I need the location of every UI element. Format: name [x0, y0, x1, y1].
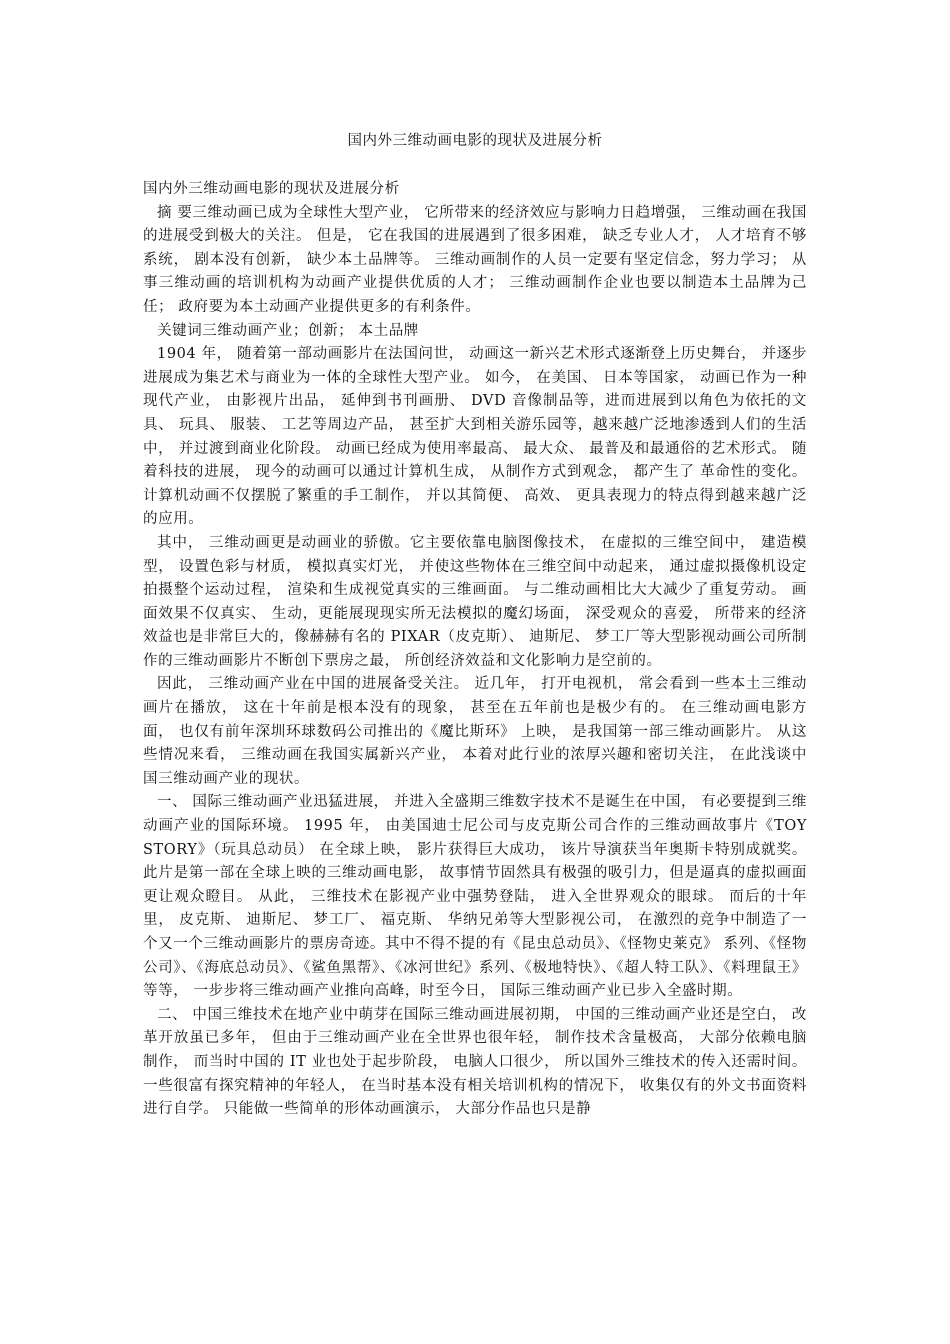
section-one-paragraph: 一、 国际三维动画产业迅猛进展， 并进入全盛期三维数字技术不是诞生在中国， 有必要提到三维动画产业的国际环境。 1995 年， 由美国迪士尼公司与皮克斯公司合作的三维动画故事片《TOY STORY》（玩具总动员） 在全球上映， 影片获得巨大成功， 该片导演获当年奥斯卡特别成就奖。 此片是第一部在全球上映的三维动画电影， 故事情节固然具有极强的吸引力，但是逼真的虚拟画面更让观众瞪目。 从此， 三维技术在影视产业中强势登陆， 进入全世界观众的眼球。 而后的十年里， 皮克斯、 迪斯尼、 梦工厂、 福克斯、 华纳兄弟等大型影视公司， 在激烈的竞争中制造了一个又一个三维动画影片的票房奇迹。其中不得不提的有《昆虫总动员》、《怪物史莱克》 系列、《怪物公司》、《海底总动员》、《鲨鱼黑帮》、《冰河世纪》系列、《极地特快》、《超人特工队》、《料理鼠王》 等等， 一步步将三维动画产业推向高峰，时至今日， 国际三维动画产业已步入全盛时期。	[143, 794, 807, 1000]
section-two-paragraph: 二、 中国三维技术在地产业中萌芽在国际三维动画进展初期， 中国的三维动画产业还是空白， 改革开放虽已多年， 但由于三维动画产业在全世界也很年轻， 制作技术含量极高， 大部分依赖电脑制作， 而当时中国的 IT 业也处于起步阶段， 电脑人口很少， 所以国外三维技术的传入还需时间。 一些很富有探究精神的年轻人， 在当时基本没有相关培训机构的情况下， 收集仅有的外文书面资料进行自学。 只能做一些简单的形体动画演示， 大部分作品也只是静	[143, 1006, 807, 1118]
keywords-paragraph: 关键词三维动画产业；创新； 本土品牌	[157, 322, 419, 339]
document-body	[143, 178, 807, 1122]
body-paragraph: 其中， 三维动画更是动画业的骄傲。它主要依靠电脑图像技术， 在虚拟的三维空间中， 建造模型， 设置色彩与材质， 模拟真实灯光， 并使这些物体在三维空间中动起来， 通过虚拟摄像机设定拍摄整个运动过程， 渲染和生成视觉真实的三维画面。 与二维动画相比大大减少了重复劳动。 画面效果不仅真实、 生动，更能展现现实所无法模拟的魔幻场面， 深受观众的喜爱， 所带来的经济效益也是非常巨大的，像赫赫有名的 PIXAR（皮克斯）、 迪斯尼、 梦工厂等大型影视动画公司所制作的三维动画影片不断创下票房之最， 所创经济效益和文化影响力是空前的。	[143, 534, 807, 669]
body-heading: 国内外三维动画电影的现状及进展分析	[143, 181, 400, 197]
body-paragraph: 因此， 三维动画产业在中国的进展备受关注。 近几年， 打开电视机， 常会看到一些本土三维动画片在播放， 这在十年前是根本没有的现象， 甚至在五年前也是极少有的。 在三维动画电影方面， 也仅有前年深圳环球数码公司推出的《魔比斯环》 上映， 是我国第一部三维动画影片。 从这些情况来看， 三维动画在我国实属新兴产业， 本着对此行业的浓厚兴趣和密切关注， 在此浅谈中国三维动画产业的现状。	[143, 676, 807, 787]
document-title: 国内外三维动画电影的现状及进展分析	[347, 133, 603, 149]
abstract-paragraph: 摘 要三维动画已成为全球性大型产业， 它所带来的经济效应与影响力日趋增强， 三维动画在我国的进展受到极大的关注。 但是， 它在我国的进展遇到了很多困难， 缺乏专业人才， 人才培育不够系统， 剧本没有创新， 缺少本土品牌等。 三维动画制作的人员一定要有坚定信念，努力学习； 从事三维动画的培训机构为动画产业提供优质的人才； 三维动画制作企业也要以制造本土品牌为己任； 政府要为本土动画产业提供更多的有利条件。	[143, 204, 807, 315]
body-paragraph: 1904 年， 随着第一部动画影片在法国问世， 动画这一新兴艺术形式逐渐登上历史舞台， 并逐步进展成为集艺术与商业为一体的全球性大型产业。 如今， 在美国、 日本等国家， 动画已作为一种现代产业， 由影视片出品， 延伸到书刊画册、 DVD 音像制品等，进而进展到以角色为依托的文具、 玩具、 服装、 工艺等周边产品， 甚至扩大到相关游乐园等，越来越广泛地渗透到人们的生活中， 并过渡到商业化阶段。 动画已经成为使用率最高、 最大众、 最普及和最通俗的艺术形式。 随着科技的进展， 现今的动画可以通过计算机生成， 从制作方式到观念， 都产生了 革命性的变化。 计算机动画不仅摆脱了繁重的手工制作， 并以其简便、 高效、 更具表现力的特点得到越来越广泛的应用。	[143, 346, 807, 528]
